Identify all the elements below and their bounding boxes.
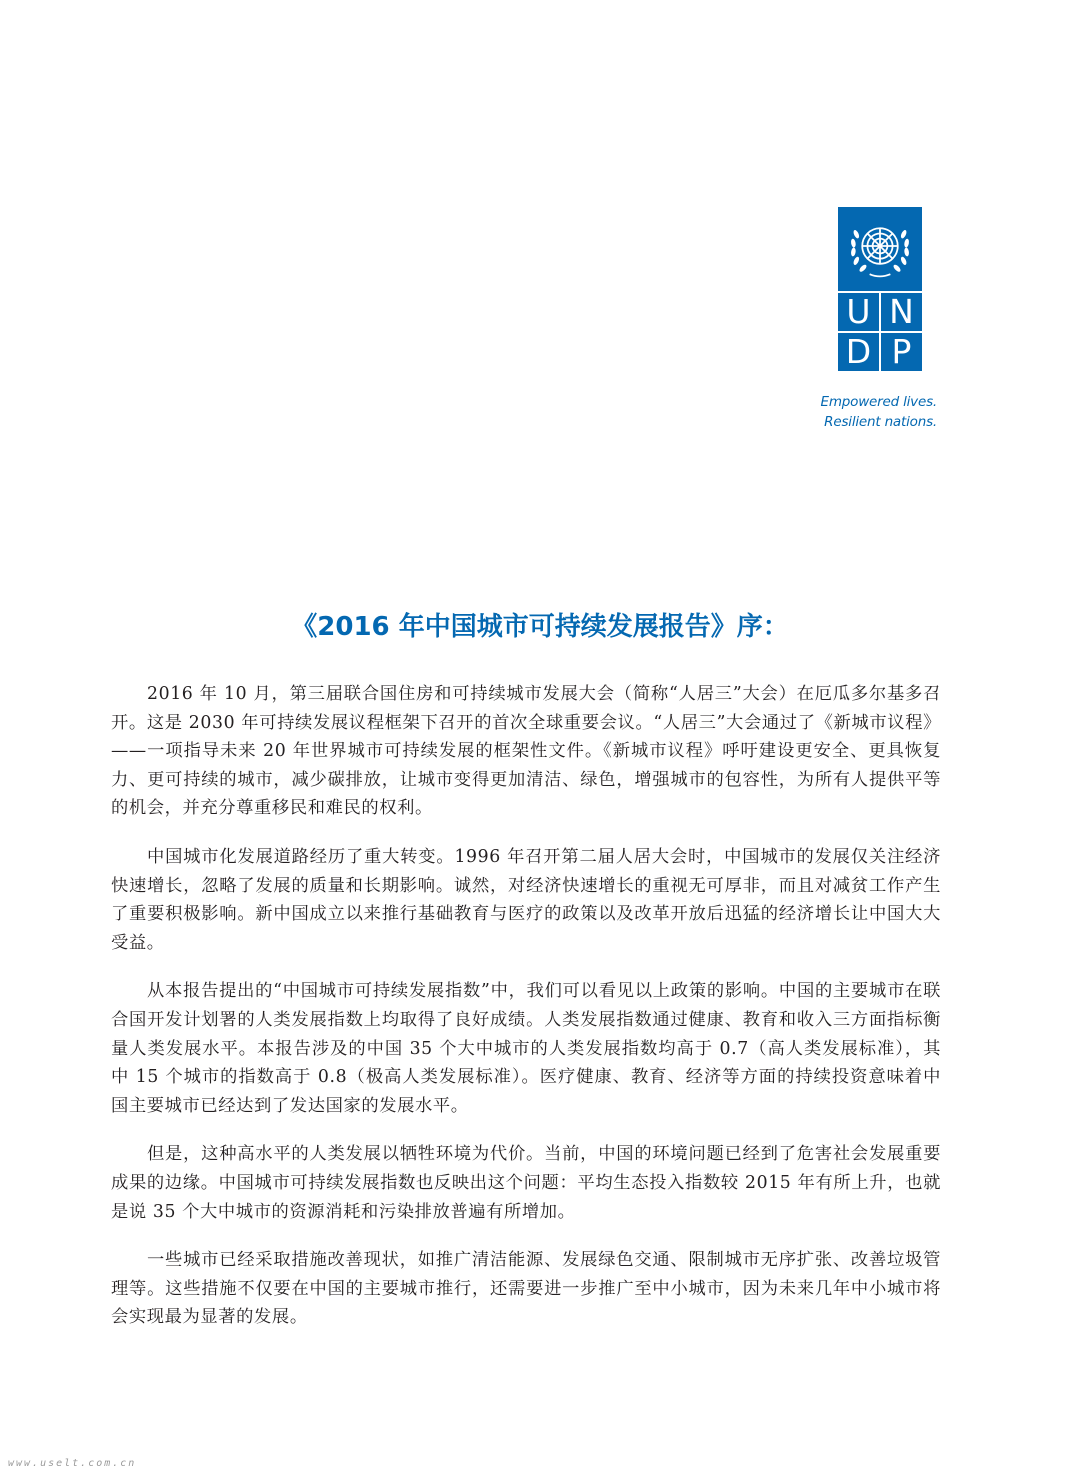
logo-letter-d: D — [838, 333, 879, 371]
paragraph-4: 但是，这种高水平的人类发展以牺牲环境为代价。当前，中国的环境问题已经到了危害社会发展重要成果的边缘。中国城市可持续发展指数也反映出这个问题：平均生态投入指数较 2015 年有所上升，也就是说 35 个大中城市的资源消耗和污染排放普遍有所增加。 — [111, 1144, 941, 1222]
paragraph-1: 2016 年 10 月，第三届联合国住房和可持续城市发展大会（简称“人居三”大会）在厄瓜多尔基多召开。这是 2030 年可持续发展议程框架下召开的首次全球重要会议。“人居三”大会通过了《新城市议程》——一项指导未来 20 年世界城市可持续发展的框架性文件。《新城市议程》呼吁建设更安全、更具恢复力、更可持续的城市，减少碳排放，让城市变得更加清洁、绿色，增强城市的包容性，为所有人提供平等的机会，并充分尊重移民和难民的权利。 — [111, 684, 941, 819]
undp-tagline — [780, 392, 937, 432]
paragraph-3: 从本报告提出的“中国城市可持续发展指数”中，我们可以看见以上政策的影响。中国的主要城市在联合国开发计划署的人类发展指数上均取得了良好成绩。人类发展指数通过健康、教育和收入三方面指标衡量人类发展水平。本报告涉及的中国 35 个大中城市的人类发展指数均高于 0.7（高人类发展标准），其中 15 个城市的指数高于 0.8（极高人类发展标准）。医疗健康、教育、经济等方面的持续投资意味着中国主要城市已经达到了发达国家的发展水平。 — [111, 981, 941, 1116]
logo-letter-n: N — [881, 293, 922, 331]
undp-letters — [838, 293, 922, 371]
tagline-line-1: Empowered lives. — [820, 394, 937, 410]
page-title: 《2016 年中国城市可持续发展报告》序： — [291, 612, 789, 642]
site-watermark: www.uselt.com.cn — [8, 1458, 137, 1469]
undp-logo — [838, 207, 922, 371]
logo-letter-u: U — [838, 293, 879, 331]
globe-wreath-icon — [843, 212, 917, 286]
preface-body — [111, 680, 941, 1352]
un-emblem-icon — [838, 207, 922, 291]
tagline-line-2: Resilient nations. — [824, 414, 937, 430]
paragraph-2: 中国城市化发展道路经历了重大转变。1996 年召开第二届人居大会时，中国城市的发展仅关注经济快速增长，忽略了发展的质量和长期影响。诚然，对经济快速增长的重视无可厚非，而且对减贫工作产生了重要积极影响。新中国成立以来推行基础教育与医疗的政策以及改革开放后迅猛的经济增长让中国大大受益。 — [111, 846, 941, 953]
logo-letter-p: P — [881, 333, 922, 371]
paragraph-5: 一些城市已经采取措施改善现状，如推广清洁能源、发展绿色交通、限制城市无序扩张、改善垃圾管理等。这些措施不仅要在中国的主要城市推行，还需要进一步推广至中小城市，因为未来几年中小城市将会实现最为显著的发展。 — [111, 1250, 941, 1328]
